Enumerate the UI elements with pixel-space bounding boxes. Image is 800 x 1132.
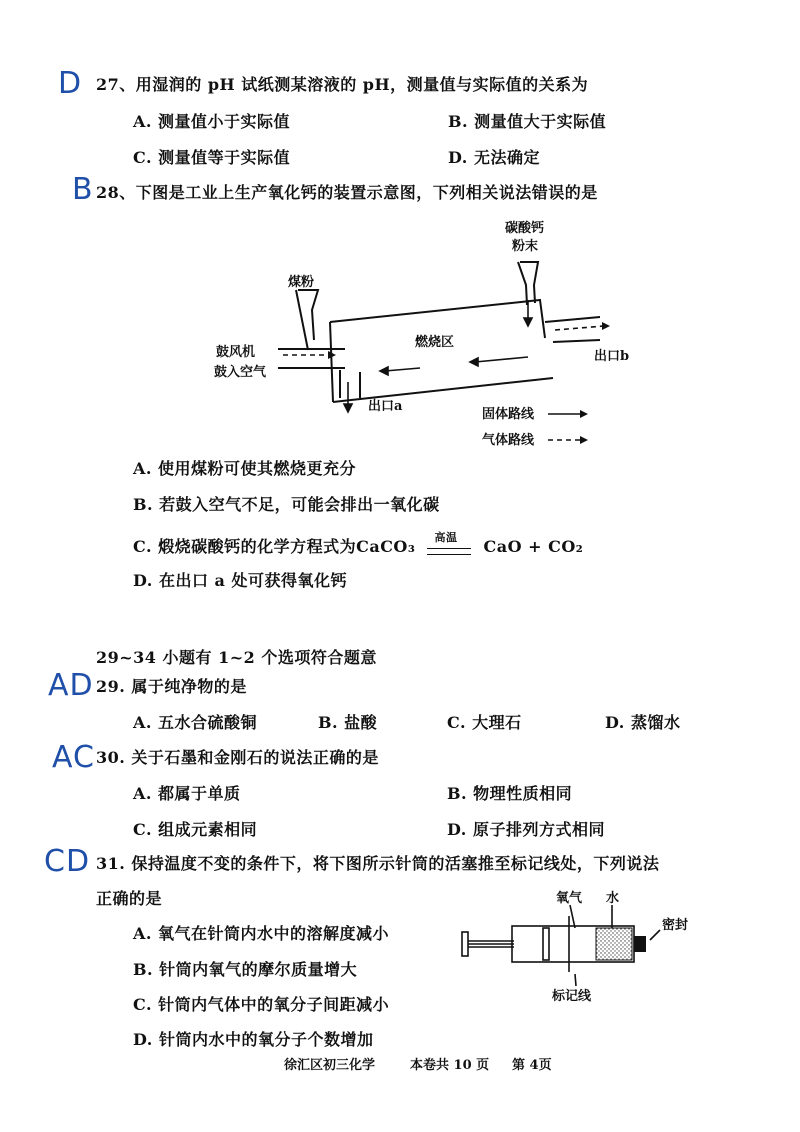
syringe-mark-label: 标记线 [552,989,592,1004]
q27-option-a: A. 测量值小于实际值 [133,112,291,131]
q28-option-c-text: C. 煅烧碳酸钙的化学方程式为CaCO₃ [133,537,416,556]
q28-option-c-products: CaO + CO₂ [483,537,584,556]
syringe-seal [634,936,646,952]
q30-option-d: D. 原子排列方式相同 [447,820,605,839]
handwritten-answer-q28: B [72,172,94,207]
blower-label-1: 鼓风机 [216,345,256,360]
syringe-seal-label: 密封 [662,918,689,933]
q31-option-b: B. 针筒内氧气的摩尔质量增大 [133,960,358,979]
burn-zone-label: 燃烧区 [415,335,455,350]
footer-district: 徐汇区初三化学 [284,1058,376,1073]
q31-option-a: A. 氧气在针筒内水中的溶解度减小 [133,924,390,943]
q30-option-c: C. 组成元素相同 [133,820,258,839]
legend-solid-label: 固体路线 [482,407,535,422]
q28-option-d: D. 在出口 a 处可获得氧化钙 [133,571,347,590]
q31-option-c: C. 针筒内气体中的氧分子间距减小 [133,995,390,1014]
reaction-condition-label: 高温 [434,530,458,544]
q28-option-a: A. 使用煤粉可使其燃烧更充分 [133,459,357,478]
q31-option-d: D. 针筒内水中的氧分子个数增加 [133,1030,374,1049]
syringe-water [596,928,632,960]
caco3-label-2: 粉末 [512,239,539,254]
outlet-a-label: 出口a [368,399,403,414]
footer-page-count: 本卷共 10 页 [410,1058,490,1073]
outlet-b-label: 出口b [594,349,630,364]
syringe-oxygen-label: 氧气 [556,891,583,906]
q27-option-b: B. 测量值大于实际值 [448,112,607,131]
q29-option-c: C. 大理石 [447,713,522,732]
caco3-label-1: 碳酸钙 [505,221,545,236]
question-31-stem-line2: 正确的是 [96,889,163,908]
q30-option-a: A. 都属于单质 [133,784,241,803]
q30-option-b: B. 物理性质相同 [447,784,573,803]
question-29-stem: 29. 属于纯净物的是 [96,677,247,696]
blower-label-2: 鼓入空气 [214,365,267,380]
q27-option-c: C. 测量值等于实际值 [133,148,291,167]
section-header: 29~34 小题有 1~2 个选项符合题意 [96,648,377,667]
q28-option-b: B. 若鼓入空气不足，可能会排出一氧化碳 [133,495,440,514]
q29-option-a: A. 五水合硫酸铜 [133,713,258,732]
q29-option-b: B. 盐酸 [318,713,378,732]
handwritten-answer-q30: AC [52,740,95,775]
handwritten-answer-q29: AD [48,668,94,703]
q29-option-d: D. 蒸馏水 [605,713,681,732]
legend-gas-label: 气体路线 [482,433,535,448]
handwritten-answer-q31: CD [44,844,91,879]
question-31-stem-line1: 31. 保持温度不变的条件下，将下图所示针筒的活塞推至标记线处，下列说法 [96,854,660,873]
coal-label: 煤粉 [288,275,315,290]
q27-option-d: D. 无法确定 [448,148,540,167]
syringe-water-label: 水 [606,891,620,906]
question-28-stem: 28、下图是工业上生产氧化钙的装置示意图，下列相关说法错误的是 [96,183,598,202]
handwritten-answer-q27: D [58,66,83,101]
footer-page-number: 第 4页 [512,1058,552,1073]
question-27-stem: 27、用湿润的 pH 试纸测某溶液的 pH，测量值与实际值的关系为 [96,75,589,94]
question-30-stem: 30. 关于石墨和金刚石的说法正确的是 [96,748,379,767]
